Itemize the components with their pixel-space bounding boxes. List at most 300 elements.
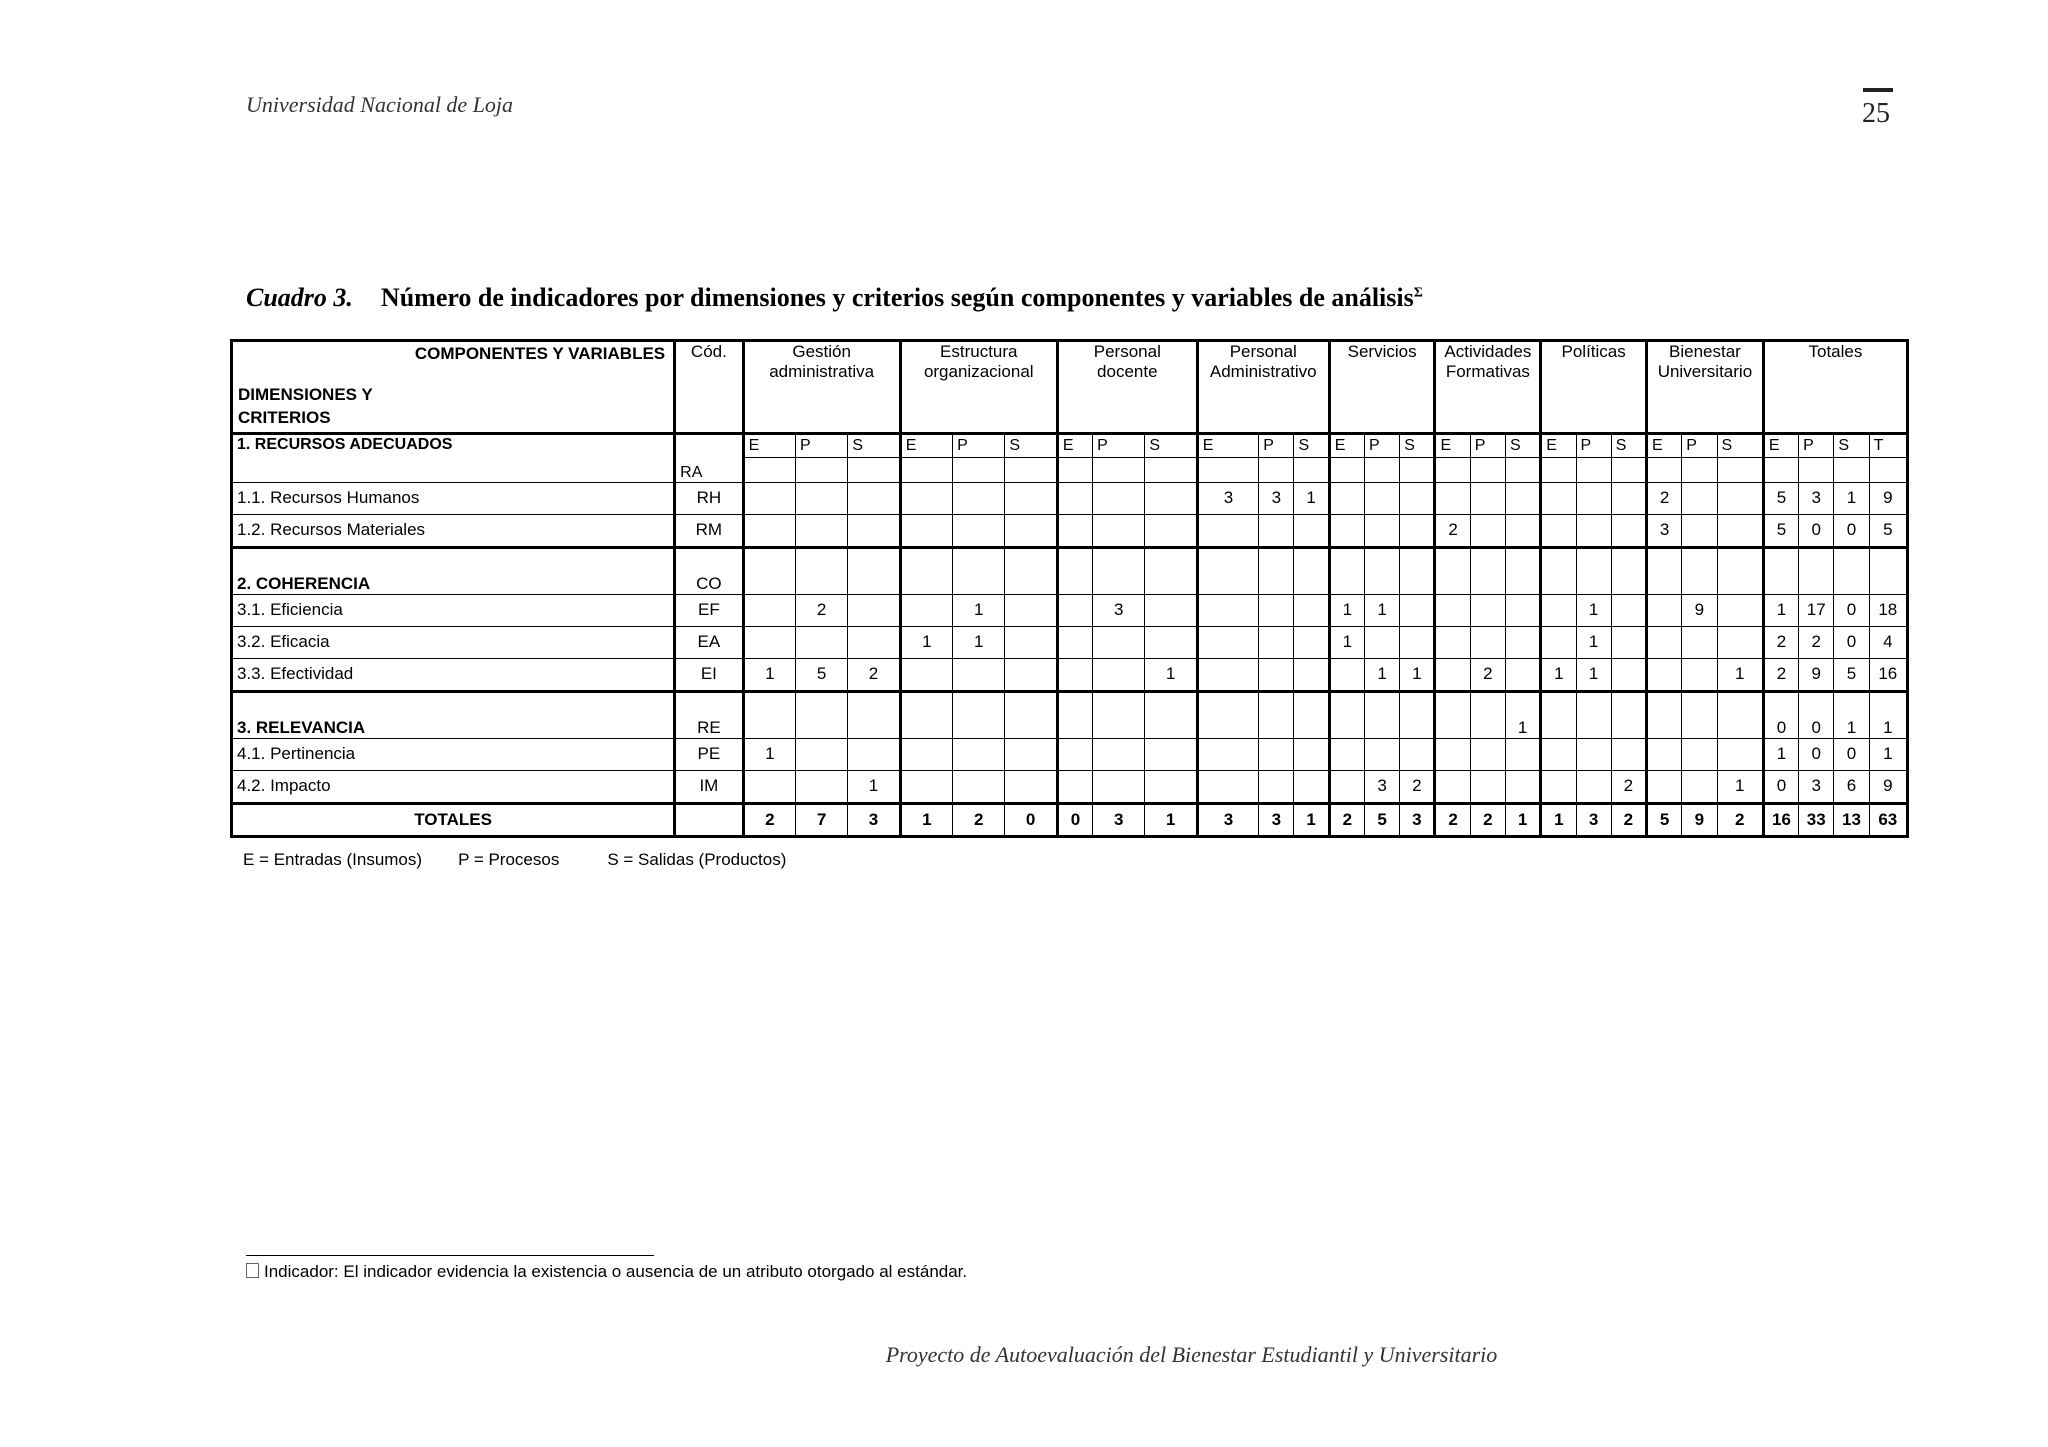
legend-e: E = Entradas (Insumos) [243,850,423,869]
value-cell [1057,458,1092,483]
value-cell [1329,483,1364,515]
value-cell [743,692,795,739]
value-cell [1505,659,1540,692]
value-cell: 2 [1763,659,1798,692]
value-cell [900,548,952,595]
footnote-rule [246,1255,654,1256]
corner-bottom-line1: DIMENSIONES Y [238,385,373,405]
value-cell: 3 [1364,771,1399,804]
section-label: 1. RECURSOS ADECUADOS [232,434,675,483]
value-cell [1682,627,1717,659]
group-header-line1: Servicios [1347,342,1417,361]
value-cell [1294,515,1329,548]
value-cell [1093,692,1145,739]
group-header-line2: Formativas [1445,362,1530,382]
table-row [232,659,1908,692]
table-row [232,515,1908,548]
value-cell [795,627,847,659]
value-cell [1005,692,1057,739]
value-cell [1005,458,1057,483]
value-cell: 2 [1470,659,1505,692]
value-cell: 2 [1435,515,1470,548]
value-cell [1145,692,1197,739]
value-cell [1647,595,1682,627]
value-cell: 0 [1834,627,1869,659]
totals-row [232,804,1908,837]
value-cell [1197,739,1258,771]
value-cell [1834,458,1869,483]
value-cell [1682,548,1717,595]
value-cell [1576,739,1611,771]
value-cell [1259,659,1294,692]
value-cell [848,627,900,659]
value-cell: 1 [1505,692,1540,739]
section-label: 3. RELEVANCIA [232,692,675,739]
value-cell [1259,515,1294,548]
value-cell [1541,515,1576,548]
group-header-line1: Personal [1093,342,1161,361]
value-cell [795,458,847,483]
value-cell [1329,458,1364,483]
value-cell [1364,458,1399,483]
group-header [1329,341,1435,434]
value-cell [1145,771,1197,804]
value-cell [1611,458,1646,483]
sub-header-p: P [795,434,847,458]
value-cell [1093,458,1145,483]
value-cell [1400,458,1435,483]
value-cell [1763,548,1798,595]
value-cell: 2 [795,595,847,627]
value-cell [1717,515,1763,548]
value-cell [900,771,952,804]
value-cell [1435,548,1470,595]
group-header-line2: administrativa [769,362,875,382]
value-cell [1145,458,1197,483]
value-cell: 33 [1799,804,1834,837]
value-cell: 4 [1869,627,1907,659]
value-cell [1005,548,1057,595]
page-number: 25 [1862,98,1890,129]
value-cell [1505,771,1540,804]
table-row [232,483,1908,515]
value-cell: 0 [1834,515,1869,548]
value-cell [1505,548,1540,595]
value-cell [1647,771,1682,804]
value-cell: 9 [1869,771,1907,804]
value-cell: 3 [1093,804,1145,837]
group-header-line2: Universitario [1657,362,1753,382]
value-cell [900,595,952,627]
value-cell [1005,515,1057,548]
value-cell [1470,458,1505,483]
value-cell [1197,458,1258,483]
value-cell: 5 [1763,515,1798,548]
value-cell [1005,483,1057,515]
value-cell [1329,659,1364,692]
value-cell: 0 [1763,771,1798,804]
value-cell [1717,548,1763,595]
corner-top-label: COMPONENTES Y VARIABLES [414,344,666,363]
value-cell [1541,739,1576,771]
value-cell [1197,595,1258,627]
value-cell [848,483,900,515]
value-cell [1799,458,1834,483]
value-cell: 5 [1834,659,1869,692]
value-cell [1259,771,1294,804]
value-cell [1294,771,1329,804]
value-cell [1682,458,1717,483]
value-cell: 2 [1470,804,1505,837]
value-cell [1057,548,1092,595]
value-cell [1329,515,1364,548]
value-cell [1647,548,1682,595]
value-cell: 1 [1576,627,1611,659]
value-cell [1197,659,1258,692]
page-number-rule [1863,88,1893,92]
value-cell [1470,692,1505,739]
value-cell [1057,659,1092,692]
value-cell [1505,515,1540,548]
value-cell [1294,595,1329,627]
value-cell [1057,515,1092,548]
value-cell [1329,739,1364,771]
value-cell: 17 [1799,595,1834,627]
value-cell: 1 [848,771,900,804]
value-cell [900,659,952,692]
value-cell: 3 [1259,804,1294,837]
value-cell [1682,692,1717,739]
value-cell: 5 [1364,804,1399,837]
value-cell [1869,548,1907,595]
value-cell: 9 [1682,804,1717,837]
value-cell [1541,483,1576,515]
sub-header-e: E [1197,434,1258,458]
value-cell [743,595,795,627]
group-header-line1: Actividades [1444,342,1532,361]
value-cell [1294,739,1329,771]
value-cell [848,515,900,548]
value-cell: 1 [1145,804,1197,837]
value-cell [1364,548,1399,595]
value-cell: 0 [1799,692,1834,739]
legend [243,850,816,870]
value-cell [1435,659,1470,692]
sub-header-e: E [1057,434,1092,458]
value-cell [1576,458,1611,483]
group-header-line1: Estructura [940,342,1018,361]
value-cell [1647,627,1682,659]
value-cell [1057,595,1092,627]
value-cell [1057,483,1092,515]
value-cell [1611,483,1646,515]
value-cell: 1 [1505,804,1540,837]
value-cell: 1 [1834,692,1869,739]
group-header-line2: organizacional [923,362,1034,382]
value-cell: 13 [1834,804,1869,837]
value-cell: 1 [1364,595,1399,627]
sub-header-p: P [1364,434,1399,458]
corner-header-cell [232,341,675,434]
sub-header-e: E [1647,434,1682,458]
value-cell [1364,627,1399,659]
value-cell [1505,483,1540,515]
sub-header-e: E [1763,434,1798,458]
value-cell [1717,595,1763,627]
value-cell [1294,458,1329,483]
value-cell: 1 [1763,739,1798,771]
indicators-table [230,339,1909,838]
group-header [1763,341,1907,434]
value-cell [743,483,795,515]
value-cell [848,692,900,739]
running-footer [0,1342,2048,1368]
value-cell: 3 [1799,483,1834,515]
value-cell [1400,739,1435,771]
value-cell [1541,595,1576,627]
table-row [232,548,1908,595]
value-cell: 5 [795,659,847,692]
value-cell: 0 [1763,692,1798,739]
value-cell [743,771,795,804]
value-cell [1057,692,1092,739]
table-caption [246,283,1423,313]
sub-header-p: P [1470,434,1505,458]
value-cell [1093,627,1145,659]
value-cell [1435,692,1470,739]
value-cell [1576,515,1611,548]
value-cell [848,548,900,595]
value-cell [1611,659,1646,692]
code-cell: RH [675,483,743,515]
value-cell: 1 [1400,659,1435,692]
value-cell [1259,627,1294,659]
value-cell [1799,548,1834,595]
value-cell [1435,627,1470,659]
value-cell [1470,771,1505,804]
code-header: Cód. [675,341,743,434]
value-cell [1505,739,1540,771]
value-cell [1576,548,1611,595]
value-cell [953,659,1005,692]
value-cell: 0 [1834,595,1869,627]
value-cell [848,595,900,627]
sub-header-s: S [1834,434,1869,458]
value-cell: 0 [1834,739,1869,771]
table-row [232,771,1908,804]
sub-header-e: E [743,434,795,458]
value-cell [1505,595,1540,627]
value-cell [1470,548,1505,595]
value-cell [1294,659,1329,692]
value-cell [1005,595,1057,627]
value-cell [1682,659,1717,692]
code-cell: RA [675,434,743,483]
header-row [232,341,1908,434]
value-cell [1682,515,1717,548]
value-cell [1259,595,1294,627]
value-cell [1093,771,1145,804]
group-header-line1: Personal [1229,342,1297,361]
value-cell [1470,483,1505,515]
code-cell: EA [675,627,743,659]
value-cell [953,548,1005,595]
value-cell [1435,739,1470,771]
sub-header-e: E [900,434,952,458]
sub-header-p: P [1259,434,1294,458]
value-cell [900,458,952,483]
running-header: Universidad Nacional de Loja [246,92,514,117]
code-cell: RM [675,515,743,548]
value-cell [1611,627,1646,659]
value-cell [1145,483,1197,515]
value-cell: 1 [1329,627,1364,659]
sub-header-p: P [953,434,1005,458]
sub-header-s: S [1505,434,1540,458]
value-cell: 0 [1005,804,1057,837]
sub-header-p: P [1799,434,1834,458]
value-cell: 5 [1647,804,1682,837]
sub-header-s: S [1611,434,1646,458]
value-cell: 2 [1329,804,1364,837]
value-cell [1611,548,1646,595]
value-cell [1259,739,1294,771]
value-cell [1470,739,1505,771]
value-cell: 3 [1647,515,1682,548]
value-cell: 1 [953,595,1005,627]
value-cell [1435,771,1470,804]
value-cell: 18 [1869,595,1907,627]
value-cell: 1 [743,659,795,692]
value-cell [900,483,952,515]
value-cell [1717,692,1763,739]
value-cell: 3 [1400,804,1435,837]
value-cell [1197,515,1258,548]
value-cell [1763,458,1798,483]
value-cell: 1 [1364,659,1399,692]
value-cell [1005,771,1057,804]
value-cell: 1 [1763,595,1798,627]
value-cell: 3 [1576,804,1611,837]
footer-text: Proyecto de Autoevaluación del Bienestar Estudiantil y Universitario [885,1342,1498,1367]
value-cell [1145,548,1197,595]
sub-header-e: E [1435,434,1470,458]
value-cell: 1 [900,804,952,837]
sub-header-e: E [1541,434,1576,458]
caption-label: Cuadro 3. [246,283,353,312]
value-cell [1364,483,1399,515]
footnote-text: Indicador: El indicador evidencia la existencia o ausencia de un atributo otorgado al estándar. [264,1262,968,1281]
value-cell [1717,739,1763,771]
value-cell [1364,515,1399,548]
value-cell [1400,692,1435,739]
sub-header-p: P [1576,434,1611,458]
code-cell: PE [675,739,743,771]
value-cell [1329,771,1364,804]
sub-header-s: S [1294,434,1329,458]
value-cell [1145,515,1197,548]
group-header [1197,341,1329,434]
value-cell: 2 [743,804,795,837]
value-cell: 2 [848,659,900,692]
value-cell [1197,548,1258,595]
value-cell: 9 [1869,483,1907,515]
sub-header-t: T [1869,434,1907,458]
group-header [1541,341,1647,434]
value-cell [1093,659,1145,692]
value-cell: 1 [900,627,952,659]
value-cell: 7 [795,804,847,837]
sub-header-s: S [848,434,900,458]
value-cell [1400,515,1435,548]
value-cell [1145,627,1197,659]
value-cell [1057,771,1092,804]
value-cell [1541,771,1576,804]
criterion-label: 1.1. Recursos Humanos [232,483,675,515]
corner-bottom-label [238,384,373,430]
value-cell [848,739,900,771]
code-cell: RE [675,692,743,739]
value-cell [900,515,952,548]
value-cell [1400,595,1435,627]
value-cell: 3 [1093,595,1145,627]
sub-header-s: S [1717,434,1763,458]
value-cell [795,692,847,739]
value-cell: 0 [1799,515,1834,548]
value-cell: 1 [1329,595,1364,627]
value-cell [1541,627,1576,659]
value-cell [1541,548,1576,595]
value-cell: 1 [1869,692,1907,739]
criterion-label: 3.3. Efectividad [232,659,675,692]
value-cell: 1 [1541,804,1576,837]
group-header-line1: Totales [1808,342,1863,361]
value-cell: 3 [1259,483,1294,515]
sub-header-p: P [1093,434,1145,458]
value-cell: 1 [1576,595,1611,627]
value-cell [1093,483,1145,515]
group-header-line2: docente [1097,362,1158,382]
value-cell: 9 [1682,595,1717,627]
value-cell [1435,458,1470,483]
value-cell: 9 [1799,659,1834,692]
group-header [900,341,1057,434]
value-cell [1717,627,1763,659]
sub-header-row [232,434,1908,458]
value-cell [1576,692,1611,739]
value-cell [1611,692,1646,739]
value-cell [1259,548,1294,595]
value-cell [1400,483,1435,515]
value-cell [953,458,1005,483]
value-cell: 3 [848,804,900,837]
value-cell [1682,483,1717,515]
criterion-label: 4.2. Impacto [232,771,675,804]
value-cell [743,548,795,595]
value-cell [1682,739,1717,771]
value-cell [795,483,847,515]
group-header-line1: Políticas [1561,342,1626,361]
table-row [232,595,1908,627]
value-cell [1541,692,1576,739]
value-cell: 1 [1717,771,1763,804]
value-cell [1259,458,1294,483]
value-cell [953,771,1005,804]
totals-code-cell [675,804,743,837]
value-cell [1611,739,1646,771]
value-cell [1145,595,1197,627]
sub-header-s: S [1005,434,1057,458]
